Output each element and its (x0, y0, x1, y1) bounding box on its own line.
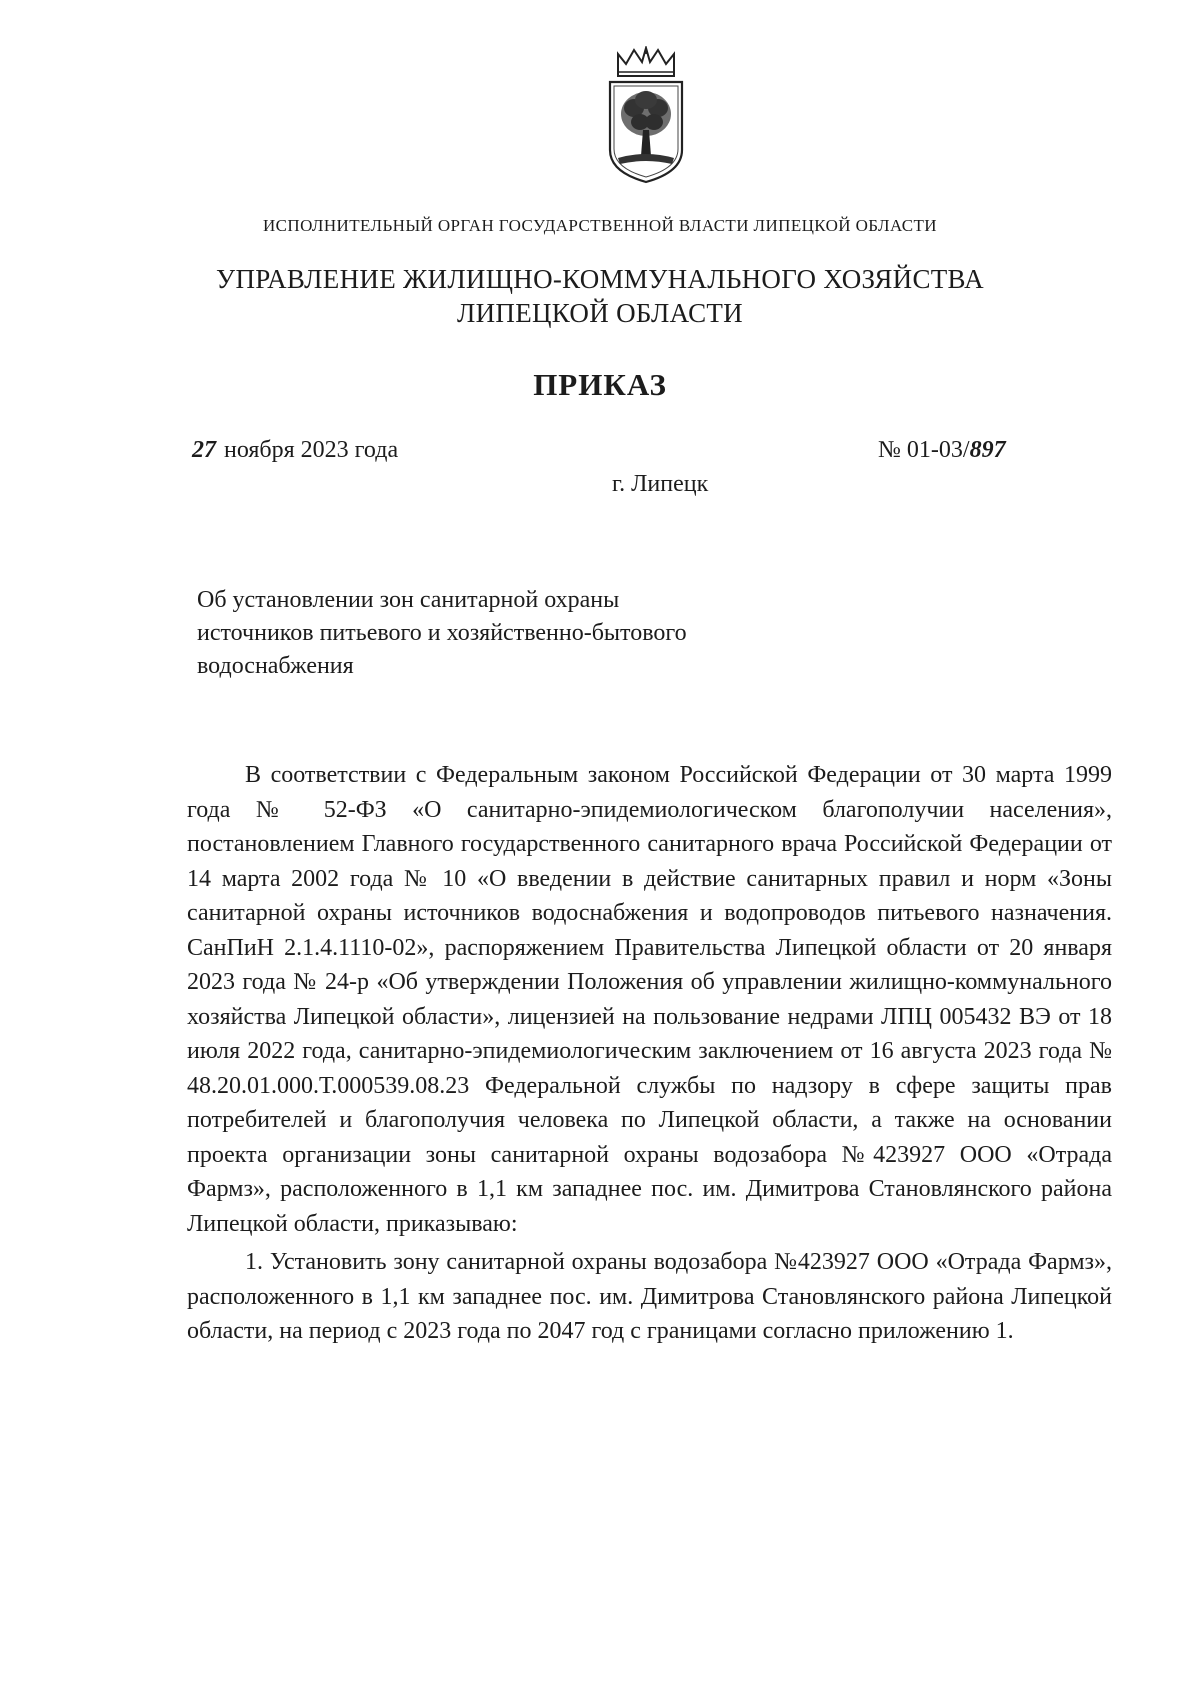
order-body (187, 758, 1112, 1349)
order-number (878, 437, 1006, 464)
subject-line2: источников питьевого и хозяйственно-бытового (197, 620, 687, 646)
handwritten-number: 897 (969, 437, 1006, 463)
document-type-title: ПРИКАЗ (533, 367, 667, 402)
handwritten-day: 27 (192, 437, 216, 463)
authority-name: ИСПОЛНИТЕЛЬНЫЙ ОРГАН ГОСУДАРСТВЕННОЙ ВЛАСТИ ЛИПЕЦКОЙ ОБЛАСТИ (263, 216, 937, 235)
order-number-prefix: № 01-03/ (878, 437, 970, 463)
order-date (192, 437, 398, 464)
order-subject (197, 584, 817, 683)
subject-line3: водоснабжения (197, 653, 354, 679)
order-item-1: 1. Установить зону санитарной охраны водозабора №423927 ООО «Отрада Фармз», расположенного в 1,1 км западнее пос. им. Димитрова Становлянского района Липецкой области, на период с 2023 года по 2047 год с границами согласно приложению 1. (187, 1249, 1112, 1344)
department-name-line1: УПРАВЛЕНИЕ ЖИЛИЩНО-КОММУНАЛЬНОГО ХОЗЯЙСТВА (216, 264, 984, 294)
subject-line1: Об установлении зон санитарной охраны (197, 587, 620, 613)
department-name-line2: ЛИПЕЦКОЙ ОБЛАСТИ (457, 298, 743, 328)
coat-of-arms-emblem (604, 46, 688, 186)
date-text: ноября 2023 года (224, 437, 399, 463)
city-name: г. Липецк (612, 471, 709, 497)
preamble-paragraph: В соответствии с Федеральным законом Российской Федерации от 30 марта 1999 года № 52-ФЗ «О санитарно-эпидемиологическом благополучии населения», постановлением Главного государственного санитарного врача Российской Федерации от 14 марта 2002 года № 10 «О введении в действие санитарных правил и норм «Зоны санитарной охраны источников водоснабжения и водопроводов питьевого назначения. СанПиН 2.1.4.1110-02», распоряжением Правительства Липецкой области от 20 января 2023 года № 24-р «Об утверждении Положения об управлении жилищно-коммунального хозяйства Липецкой области», лицензией на пользование недрами ЛПЦ 005432 ВЭ от 18 июля 2022 года, санитарно-эпидемиологическим заключением от 16 августа 2023 года № 48.20.01.000.Т.000539.08.23 Федеральной службы по надзору в сфере защиты прав потребителей и благополучия человека по Липецкой области, а также на основании проекта организации зоны санитарной охраны водозабора №423927 ООО «Отрада Фармз», расположенного в 1,1 км западнее пос. им. Димитрова Становлянского района Липецкой области, приказываю: (187, 762, 1112, 1237)
department-name (0, 262, 1200, 330)
